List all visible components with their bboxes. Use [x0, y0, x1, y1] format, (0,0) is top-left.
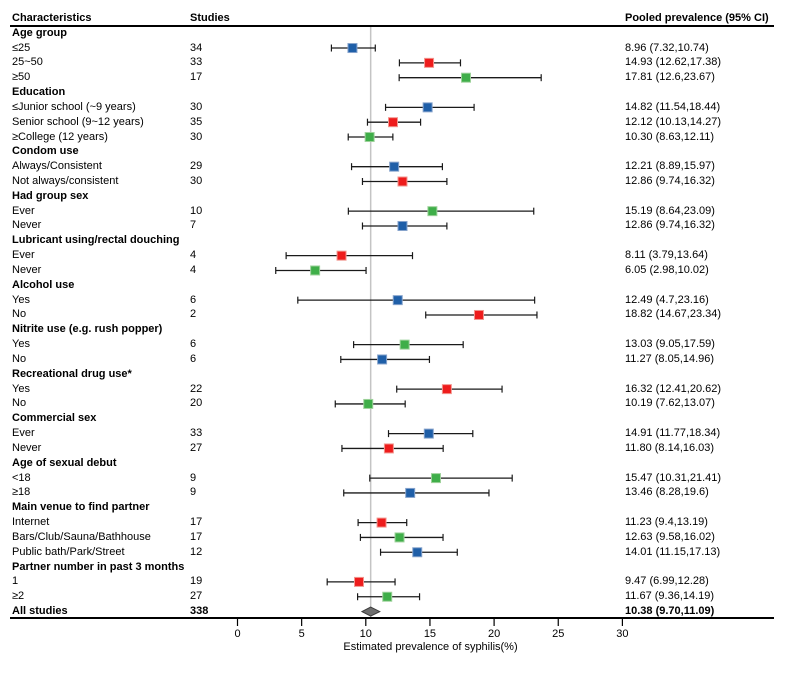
- row-studies-count: 30: [190, 100, 203, 113]
- row-label: Bars/Club/Sauna/Bathhouse: [12, 530, 151, 543]
- group-header-row: [0, 26, 787, 41]
- row-label: All studies: [12, 605, 68, 618]
- row-label: Yes: [12, 382, 30, 395]
- forest-row: [0, 263, 787, 278]
- row-studies-count: 34: [190, 41, 203, 54]
- column-header-characteristics: Characteristics: [12, 12, 92, 24]
- row-pooled-ci: 12.21 (8.89,15.97): [625, 160, 715, 173]
- row-pooled-ci: 12.86 (9.74,16.32): [625, 219, 715, 232]
- row-label: ≥2: [12, 590, 25, 603]
- x-axis-title: Estimated prevalence of syphilis(%): [343, 641, 518, 653]
- row-studies-count: 338: [190, 605, 209, 618]
- row-label: Ever: [12, 249, 35, 262]
- row-studies-count: 12: [190, 545, 203, 558]
- row-studies-count: 17: [190, 516, 203, 529]
- row-pooled-ci: 11.67 (9.36,14.19): [625, 590, 715, 603]
- row-pooled-ci: 10.38 (9.70,11.09): [625, 605, 715, 618]
- row-label: No: [12, 308, 27, 321]
- row-pooled-ci: 8.96 (7.32,10.74): [625, 41, 709, 54]
- forest-row: [0, 115, 787, 130]
- row-label: ≥18: [12, 486, 31, 499]
- row-label: 1: [12, 575, 19, 588]
- group-header-row: [0, 233, 787, 248]
- row-studies-count: 30: [190, 130, 203, 143]
- row-label: Partner number in past 3 months: [12, 560, 185, 573]
- row-label: ≤Junior school (~9 years): [12, 100, 136, 113]
- forest-row: [0, 100, 787, 115]
- forest-row: [0, 530, 787, 545]
- row-pooled-ci: 15.47 (10.31,21.41): [625, 471, 722, 484]
- forest-row: [0, 55, 787, 70]
- group-header-row: [0, 560, 787, 575]
- forest-row: [0, 426, 787, 441]
- row-pooled-ci: 12.63 (9.58,16.02): [625, 530, 715, 543]
- row-pooled-ci: 12.86 (9.74,16.32): [625, 175, 715, 187]
- row-studies-count: 10: [190, 204, 203, 217]
- forest-row: [0, 382, 787, 397]
- forest-row: [0, 396, 787, 411]
- group-header-row: [0, 322, 787, 337]
- row-label: Main venue to find partner: [12, 501, 150, 514]
- row-label: Yes: [12, 338, 30, 351]
- row-studies-count: 6: [190, 293, 197, 306]
- row-pooled-ci: 12.49 (4.7,23.16): [625, 293, 709, 306]
- axis-tick-label: 5: [298, 628, 305, 640]
- row-pooled-ci: 16.32 (12.41,20.62): [625, 382, 722, 395]
- row-studies-count: 27: [190, 441, 203, 454]
- row-studies-count: 20: [190, 397, 203, 410]
- row-pooled-ci: 11.23 (9.4,13.19): [625, 516, 708, 529]
- row-label: Age group: [12, 26, 67, 39]
- row-label: Had group sex: [12, 189, 89, 202]
- row-studies-count: 17: [190, 71, 203, 84]
- forest-row: [0, 307, 787, 322]
- axis-tick-label: 10: [359, 628, 372, 640]
- row-pooled-ci: 13.03 (9.05,17.59): [625, 338, 715, 351]
- forest-row: [0, 352, 787, 367]
- group-header-row: [0, 85, 787, 100]
- forest-row: [0, 130, 787, 145]
- forest-row: [0, 471, 787, 486]
- row-label: <18: [12, 471, 31, 484]
- row-label: ≤25: [12, 41, 31, 54]
- row-pooled-ci: 14.93 (12.62,17.38): [625, 56, 722, 69]
- row-pooled-ci: 10.30 (8.63,12.11): [625, 130, 715, 143]
- row-pooled-ci: 11.80 (8.14,16.03): [625, 441, 715, 454]
- row-pooled-ci: 10.19 (7.62,13.07): [625, 397, 715, 410]
- row-studies-count: 6: [190, 352, 197, 365]
- row-pooled-ci: 6.05 (2.98,10.02): [625, 263, 709, 276]
- row-pooled-ci: 11.27 (8.05,14.96): [625, 352, 715, 365]
- row-studies-count: 4: [190, 249, 197, 262]
- forest-row: [0, 218, 787, 233]
- forest-row: [0, 545, 787, 560]
- axis-tick-label: 0: [234, 628, 241, 640]
- row-label: Commercial sex: [12, 412, 97, 425]
- row-label: Never: [12, 219, 42, 232]
- forest-row: [0, 248, 787, 263]
- row-label: Always/Consistent: [12, 160, 102, 173]
- row-pooled-ci: 12.12 (10.13,14.27): [625, 115, 722, 128]
- row-label: Not always/consistent: [12, 175, 119, 187]
- row-label: Yes: [12, 293, 30, 306]
- row-label: No: [12, 397, 27, 410]
- group-header-row: [0, 278, 787, 293]
- axis-tick-label: 15: [423, 628, 437, 640]
- forest-row: [0, 159, 787, 174]
- group-header-row: [0, 189, 787, 204]
- forest-row: [0, 70, 787, 85]
- row-label: ≥50: [12, 71, 31, 84]
- forest-row: [0, 515, 787, 530]
- row-pooled-ci: 15.19 (8.64,23.09): [625, 204, 715, 217]
- row-label: Ever: [12, 204, 35, 217]
- axis-tick-label: 20: [487, 628, 501, 640]
- row-studies-count: 17: [190, 530, 203, 543]
- forest-row: [0, 574, 787, 589]
- row-studies-count: 30: [190, 175, 203, 187]
- forest-row: [0, 204, 787, 219]
- column-header-pooled-prevalence: Pooled prevalence (95% CI): [625, 12, 769, 24]
- row-studies-count: 35: [190, 115, 203, 128]
- row-label: Lubricant using/rectal douching: [12, 234, 180, 247]
- row-pooled-ci: 17.81 (12.6,23.67): [625, 71, 715, 84]
- row-studies-count: 33: [190, 56, 203, 69]
- row-pooled-ci: 14.82 (11.54,18.44): [625, 100, 721, 113]
- group-header-row: [0, 367, 787, 382]
- row-label: Condom use: [12, 145, 79, 158]
- row-pooled-ci: 18.82 (14.67,23.34): [625, 308, 722, 321]
- axis-rule: [10, 617, 774, 619]
- row-pooled-ci: 13.46 (8.28,19.6): [625, 486, 709, 499]
- group-header-row: [0, 144, 787, 159]
- row-label: Recreational drug use*: [12, 367, 132, 380]
- row-studies-count: 9: [190, 471, 197, 484]
- row-label: Never: [12, 263, 42, 276]
- row-studies-count: 7: [190, 219, 197, 232]
- row-label: Ever: [12, 427, 35, 440]
- axis-tick-label: 25: [552, 628, 565, 640]
- row-studies-count: 6: [190, 338, 197, 351]
- row-label: Never: [12, 441, 42, 454]
- forest-row: [0, 41, 787, 56]
- row-label: Internet: [12, 516, 50, 529]
- row-label: Public bath/Park/Street: [12, 545, 125, 558]
- row-pooled-ci: 14.91 (11.77,18.34): [625, 427, 721, 440]
- forest-row: [0, 441, 787, 456]
- row-label: 25~50: [12, 56, 43, 69]
- row-label: Education: [12, 86, 66, 99]
- row-pooled-ci: 8.11 (3.79,13.64): [625, 249, 708, 262]
- forest-row: [0, 589, 787, 604]
- row-studies-count: 33: [190, 427, 203, 440]
- row-studies-count: 2: [190, 308, 197, 321]
- group-header-row: [0, 411, 787, 426]
- column-header-studies: Studies: [190, 12, 230, 24]
- row-studies-count: 9: [190, 486, 197, 499]
- forest-row: [0, 337, 787, 352]
- row-label: Age of sexual debut: [12, 456, 117, 469]
- row-studies-count: 22: [190, 382, 203, 395]
- row-label: No: [12, 352, 27, 365]
- forest-row: [0, 293, 787, 308]
- group-header-row: [0, 500, 787, 515]
- row-studies-count: 19: [190, 575, 203, 588]
- row-studies-count: 27: [190, 590, 203, 603]
- forest-row: [0, 485, 787, 500]
- row-studies-count: 4: [190, 263, 197, 276]
- row-label: ≥College (12 years): [12, 130, 108, 143]
- row-studies-count: 29: [190, 160, 203, 173]
- forest-row: [0, 174, 787, 189]
- group-header-row: [0, 456, 787, 471]
- axis-tick-label: 30: [616, 628, 629, 640]
- row-pooled-ci: 9.47 (6.99,12.28): [625, 575, 709, 588]
- row-label: Senior school (9~12 years): [12, 115, 144, 128]
- row-label: Alcohol use: [12, 278, 75, 291]
- row-pooled-ci: 14.01 (11.15,17.13): [625, 545, 721, 558]
- row-label: Nitrite use (e.g. rush popper): [12, 323, 163, 336]
